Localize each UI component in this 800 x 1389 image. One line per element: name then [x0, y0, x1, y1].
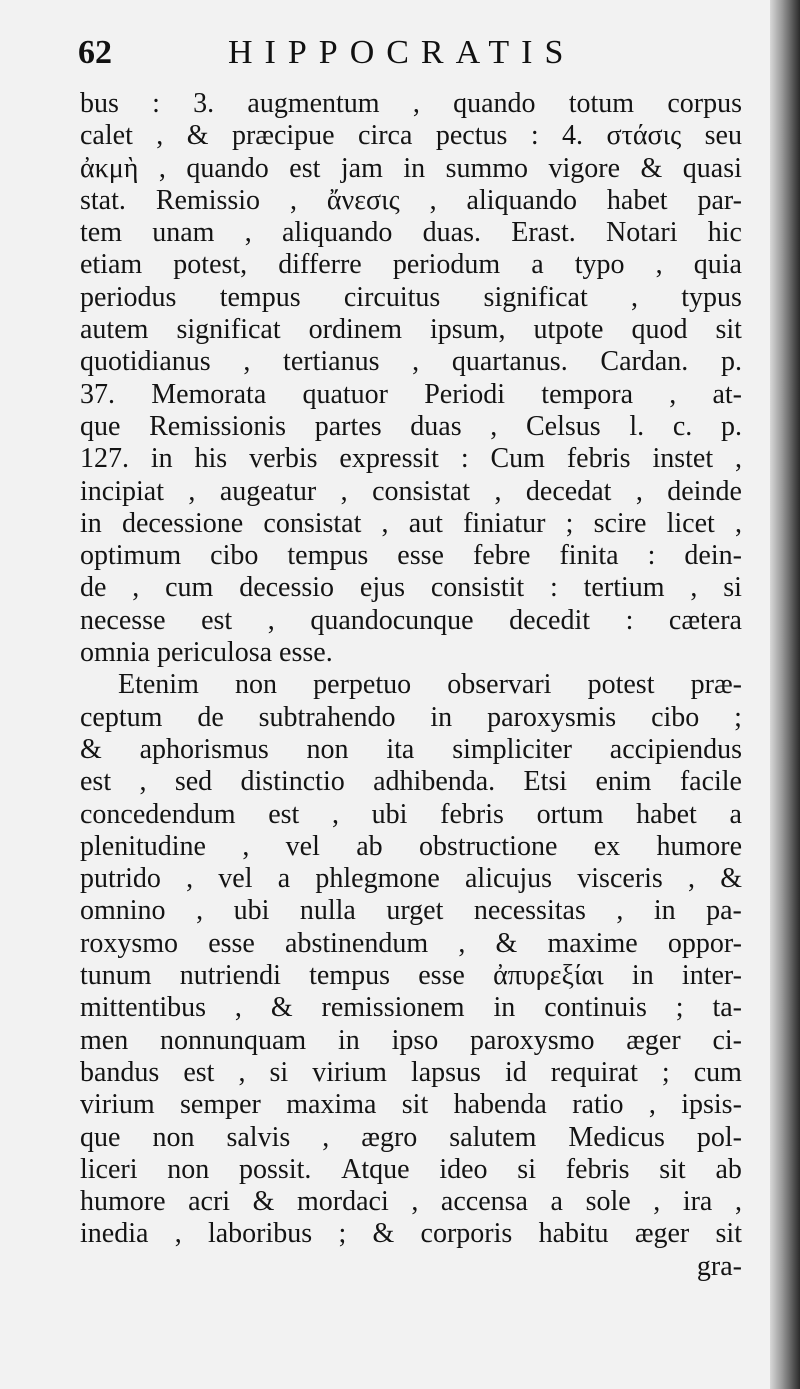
page-edge-shadow: [770, 0, 800, 1389]
text-line: omnino , ubi nulla urget necessitas , in pa-: [80, 895, 742, 927]
text-line: 37. Memorata quatuor Periodi tempora , at-: [80, 378, 742, 410]
text-line: liceri non possit. Atque ideo si febris sit ab: [80, 1153, 742, 1185]
text-line: optimum cibo tempus esse febre finita : dein-: [80, 540, 742, 572]
text-line: periodus tempus circuitus significat , typus: [80, 281, 742, 313]
text-line: stat. Remissio , ἄνεσις , aliquando habet par-: [80, 184, 742, 216]
text-line: etiam potest, differre periodum a typo , quia: [80, 249, 742, 281]
text-line: calet , & præcipue circa pectus : 4. στάσις seu: [80, 120, 742, 152]
text-line: omnia periculosa esse.: [80, 637, 333, 669]
text-line: humore acri & mordaci , accensa a sole , ira ,: [80, 1186, 742, 1218]
running-title: HIPPOCRATIS: [228, 34, 576, 71]
text-line: plenitudine , vel ab obstructione ex humore: [80, 830, 742, 862]
text-line: roxysmo esse abstinendum , & maxime oppor-: [80, 927, 742, 959]
page-number: 62: [78, 34, 112, 71]
text-line: necesse est , quandocunque decedit : cætera: [80, 604, 742, 636]
text-line: bus : 3. augmentum , quando totum corpus: [80, 88, 742, 119]
text-line: 127. in his verbis expressit : Cum febris instet ,: [80, 443, 742, 475]
text-line: incipiat , augeatur , consistat , decedat , deinde: [80, 475, 742, 507]
text-line: autem significat ordinem ipsum, utpote quod sit: [80, 314, 742, 346]
text-line: concedendum est , ubi febris ortum habet a: [80, 798, 742, 830]
text-line: putrido , vel a phlegmone alicujus visceris , &: [80, 863, 742, 895]
text-line: ceptum de subtrahendo in paroxysmis cibo ;: [80, 701, 742, 733]
text-line: inedia , laboribus ; & corporis habitu æger sit: [80, 1218, 742, 1250]
text-line: quotidianus , tertianus , quartanus. Cardan. p.: [80, 346, 742, 378]
text-line: Etenim non perpetuo observari potest præ-: [118, 669, 742, 701]
text-line: men nonnunquam in ipso paroxysmo æger ci-: [80, 1024, 742, 1056]
text-line: de , cum decessio ejus consistit : tertium , si: [80, 572, 742, 604]
text-line: bandus est , si virium lapsus id requirat ; cum: [80, 1056, 742, 1088]
catchword: gra-: [696, 1250, 742, 1282]
text-line: mittentibus , & remissionem in continuis ; ta-: [80, 992, 742, 1024]
text-line: que Remissionis partes duas , Celsus l. c. p.: [80, 410, 742, 442]
page-header: [78, 34, 748, 70]
text-line: est , sed distinctio adhibenda. Etsi enim facile: [80, 766, 742, 798]
text-line: in decessione consistat , aut finiatur ; scire licet ,: [80, 507, 742, 539]
body-text: [80, 88, 742, 1283]
text-line: tem unam , aliquando duas. Erast. Notari hic: [80, 217, 742, 249]
text-line: virium semper maxima sit habenda ratio , ipsis-: [80, 1089, 742, 1121]
text-line: tunum nutriendi tempus esse ἀπυρεξίαι in inter-: [80, 960, 742, 992]
text-line: que non salvis , ægro salutem Medicus pol-: [80, 1121, 742, 1153]
text-line: & aphorismus non ita simpliciter accipiendus: [80, 733, 742, 765]
text-line: ἀκμὴ , quando est jam in summo vigore & quasi: [80, 152, 742, 184]
